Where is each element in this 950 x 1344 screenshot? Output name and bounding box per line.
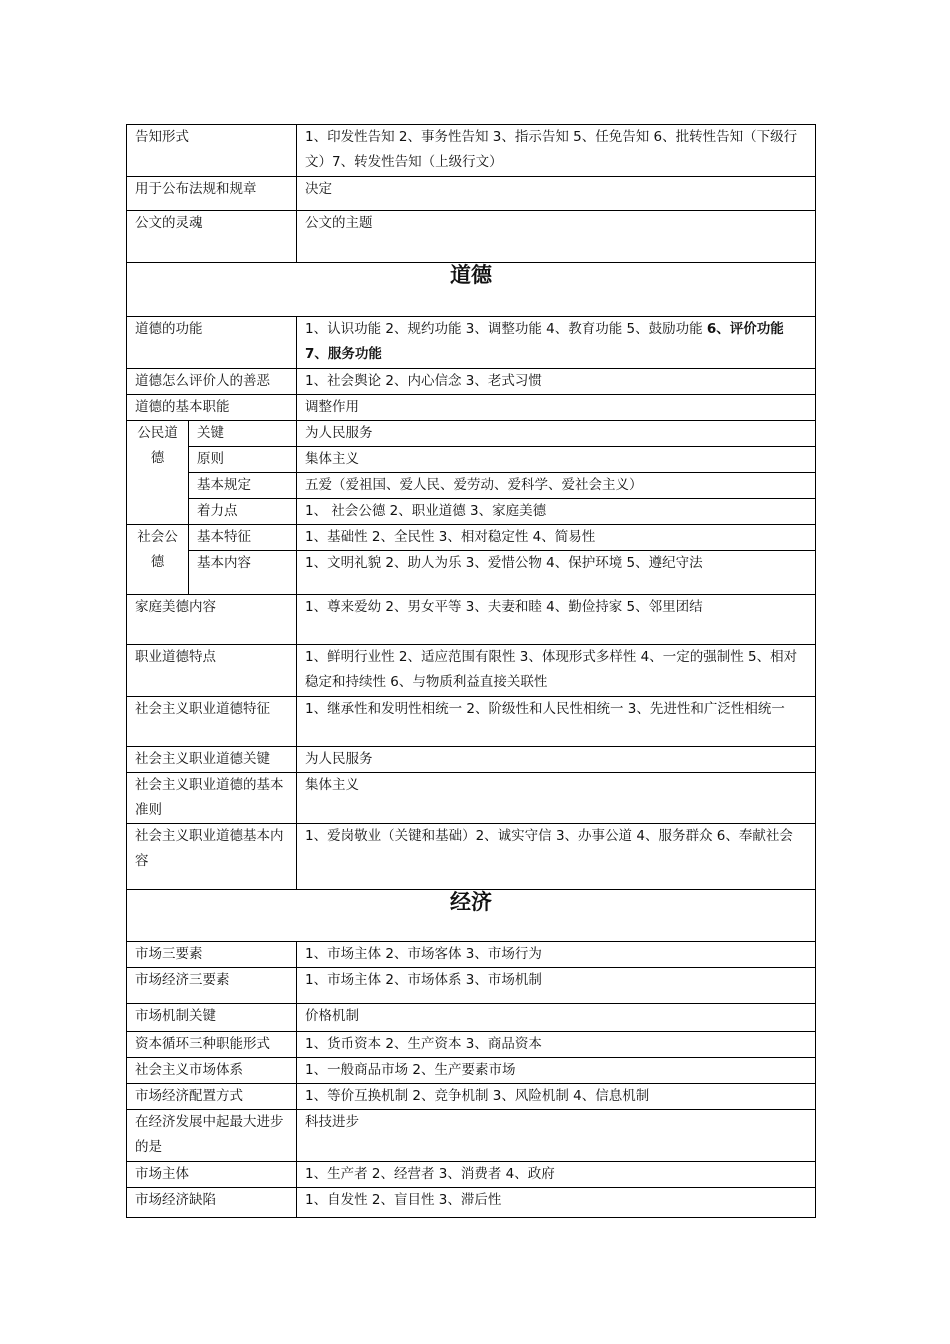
- row-value: 1、生产者 2、经营者 3、消费者 4、政府: [297, 1162, 816, 1188]
- section-heading-row: [127, 263, 816, 317]
- table-row: [127, 447, 816, 473]
- row-value: 集体主义: [297, 773, 816, 824]
- row-label: 道德怎么评价人的善恶: [127, 369, 297, 395]
- row-label: 道德的基本职能: [127, 395, 297, 421]
- section-heading-row: [127, 890, 816, 942]
- row-label: 在经济发展中起最大进步的是: [127, 1110, 297, 1162]
- table-row: [127, 747, 816, 773]
- sub-label: 着力点: [189, 499, 297, 525]
- content-table: [126, 124, 816, 1218]
- row-value: 调整作用: [297, 395, 816, 421]
- table-row: [127, 1084, 816, 1110]
- row-value-bold: 6、评价功能 7、服务功能: [305, 321, 784, 362]
- group-label: 社会公德: [127, 525, 189, 595]
- row-label: 市场主体: [127, 1162, 297, 1188]
- row-value: 1、货币资本 2、生产资本 3、商品资本: [297, 1032, 816, 1058]
- row-label: 市场三要素: [127, 942, 297, 968]
- table-row: [127, 499, 816, 525]
- row-value: 1、自发性 2、盲目性 3、滞后性: [297, 1188, 816, 1218]
- row-label: 资本循环三种职能形式: [127, 1032, 297, 1058]
- sub-label: 基本特征: [189, 525, 297, 551]
- table-row: [127, 125, 816, 177]
- row-value: 1、等价互换机制 2、竞争机制 3、风险机制 4、信息机制: [297, 1084, 816, 1110]
- table-row: [127, 317, 816, 369]
- table-row: [127, 645, 816, 697]
- row-value: 1、一般商品市场 2、生产要素市场: [297, 1058, 816, 1084]
- sub-label: 基本内容: [189, 551, 297, 595]
- row-label: 道德的功能: [127, 317, 297, 369]
- row-label: 社会主义市场体系: [127, 1058, 297, 1084]
- row-value: [297, 317, 816, 369]
- table-row: [127, 697, 816, 747]
- table-row: [127, 551, 816, 595]
- group-label: 公民道德: [127, 421, 189, 525]
- table-row: [127, 1004, 816, 1032]
- row-value: 集体主义: [297, 447, 816, 473]
- sub-label: 关键: [189, 421, 297, 447]
- row-label: 公文的灵魂: [127, 211, 297, 263]
- section-title: 经济: [127, 890, 816, 942]
- row-label: 用于公布法规和规章: [127, 177, 297, 211]
- row-label: 社会主义职业道德特征: [127, 697, 297, 747]
- table-row: [127, 369, 816, 395]
- table-row: [127, 395, 816, 421]
- table-row: [127, 525, 816, 551]
- row-label: 市场机制关键: [127, 1004, 297, 1032]
- row-label: 市场经济配置方式: [127, 1084, 297, 1110]
- row-value: 1、文明礼貌 2、助人为乐 3、爱惜公物 4、保护环境 5、遵纪守法: [297, 551, 816, 595]
- row-value: 1、鲜明行业性 2、适应范围有限性 3、体现形式多样性 4、一定的强制性 5、相对稳定和持续性 6、与物质利益直接关联性: [297, 645, 816, 697]
- row-value: 1、市场主体 2、市场客体 3、市场行为: [297, 942, 816, 968]
- table-row: [127, 773, 816, 824]
- row-label: 市场经济缺陷: [127, 1188, 297, 1218]
- row-label: 职业道德特点: [127, 645, 297, 697]
- row-value: 1、尊来爱幼 2、男女平等 3、夫妻和睦 4、勤俭持家 5、邻里团结: [297, 595, 816, 645]
- table-row: [127, 1032, 816, 1058]
- table-row: [127, 421, 816, 447]
- row-label: 家庭美德内容: [127, 595, 297, 645]
- sub-label: 原则: [189, 447, 297, 473]
- section-title: 道德: [127, 263, 816, 317]
- row-value: 五爱（爱祖国、爱人民、爱劳动、爱科学、爱社会主义）: [297, 473, 816, 499]
- row-label: 社会主义职业道德关键: [127, 747, 297, 773]
- row-label: 社会主义职业道德的基本准则: [127, 773, 297, 824]
- row-value: 价格机制: [297, 1004, 816, 1032]
- row-value: 1、基础性 2、全民性 3、相对稳定性 4、简易性: [297, 525, 816, 551]
- sub-label: 基本规定: [189, 473, 297, 499]
- row-value: 公文的主题: [297, 211, 816, 263]
- table-row: [127, 968, 816, 1004]
- row-value: 决定: [297, 177, 816, 211]
- table-row: [127, 824, 816, 890]
- row-value: 1、印发性告知 2、事务性告知 3、指示告知 5、任免告知 6、批转性告知（下级行文）7、转发性告知（上级行文）: [297, 125, 816, 177]
- row-value: 1、继承性和发明性相统一 2、阶级性和人民性相统一 3、先进性和广泛性相统一: [297, 697, 816, 747]
- table-row: [127, 473, 816, 499]
- table-row: [127, 942, 816, 968]
- table-row: [127, 1162, 816, 1188]
- table-row: [127, 1188, 816, 1218]
- row-value: 1、社会舆论 2、内心信念 3、老式习惯: [297, 369, 816, 395]
- row-value: 为人民服务: [297, 747, 816, 773]
- row-value-text: 1、认识功能 2、规约功能 3、调整功能 4、教育功能 5、鼓励功能: [305, 321, 707, 337]
- row-value: 1、 社会公德 2、职业道德 3、家庭美德: [297, 499, 816, 525]
- row-label: 市场经济三要素: [127, 968, 297, 1004]
- row-label: 社会主义职业道德基本内容: [127, 824, 297, 890]
- row-value: 为人民服务: [297, 421, 816, 447]
- table-row: [127, 595, 816, 645]
- row-value: 科技进步: [297, 1110, 816, 1162]
- table-row: [127, 177, 816, 211]
- table-row: [127, 1110, 816, 1162]
- row-value: 1、爱岗敬业（关键和基础）2、诚实守信 3、办事公道 4、服务群众 6、奉献社会: [297, 824, 816, 890]
- row-label: 告知形式: [127, 125, 297, 177]
- table-row: [127, 211, 816, 263]
- row-value: 1、市场主体 2、市场体系 3、市场机制: [297, 968, 816, 1004]
- table-row: [127, 1058, 816, 1084]
